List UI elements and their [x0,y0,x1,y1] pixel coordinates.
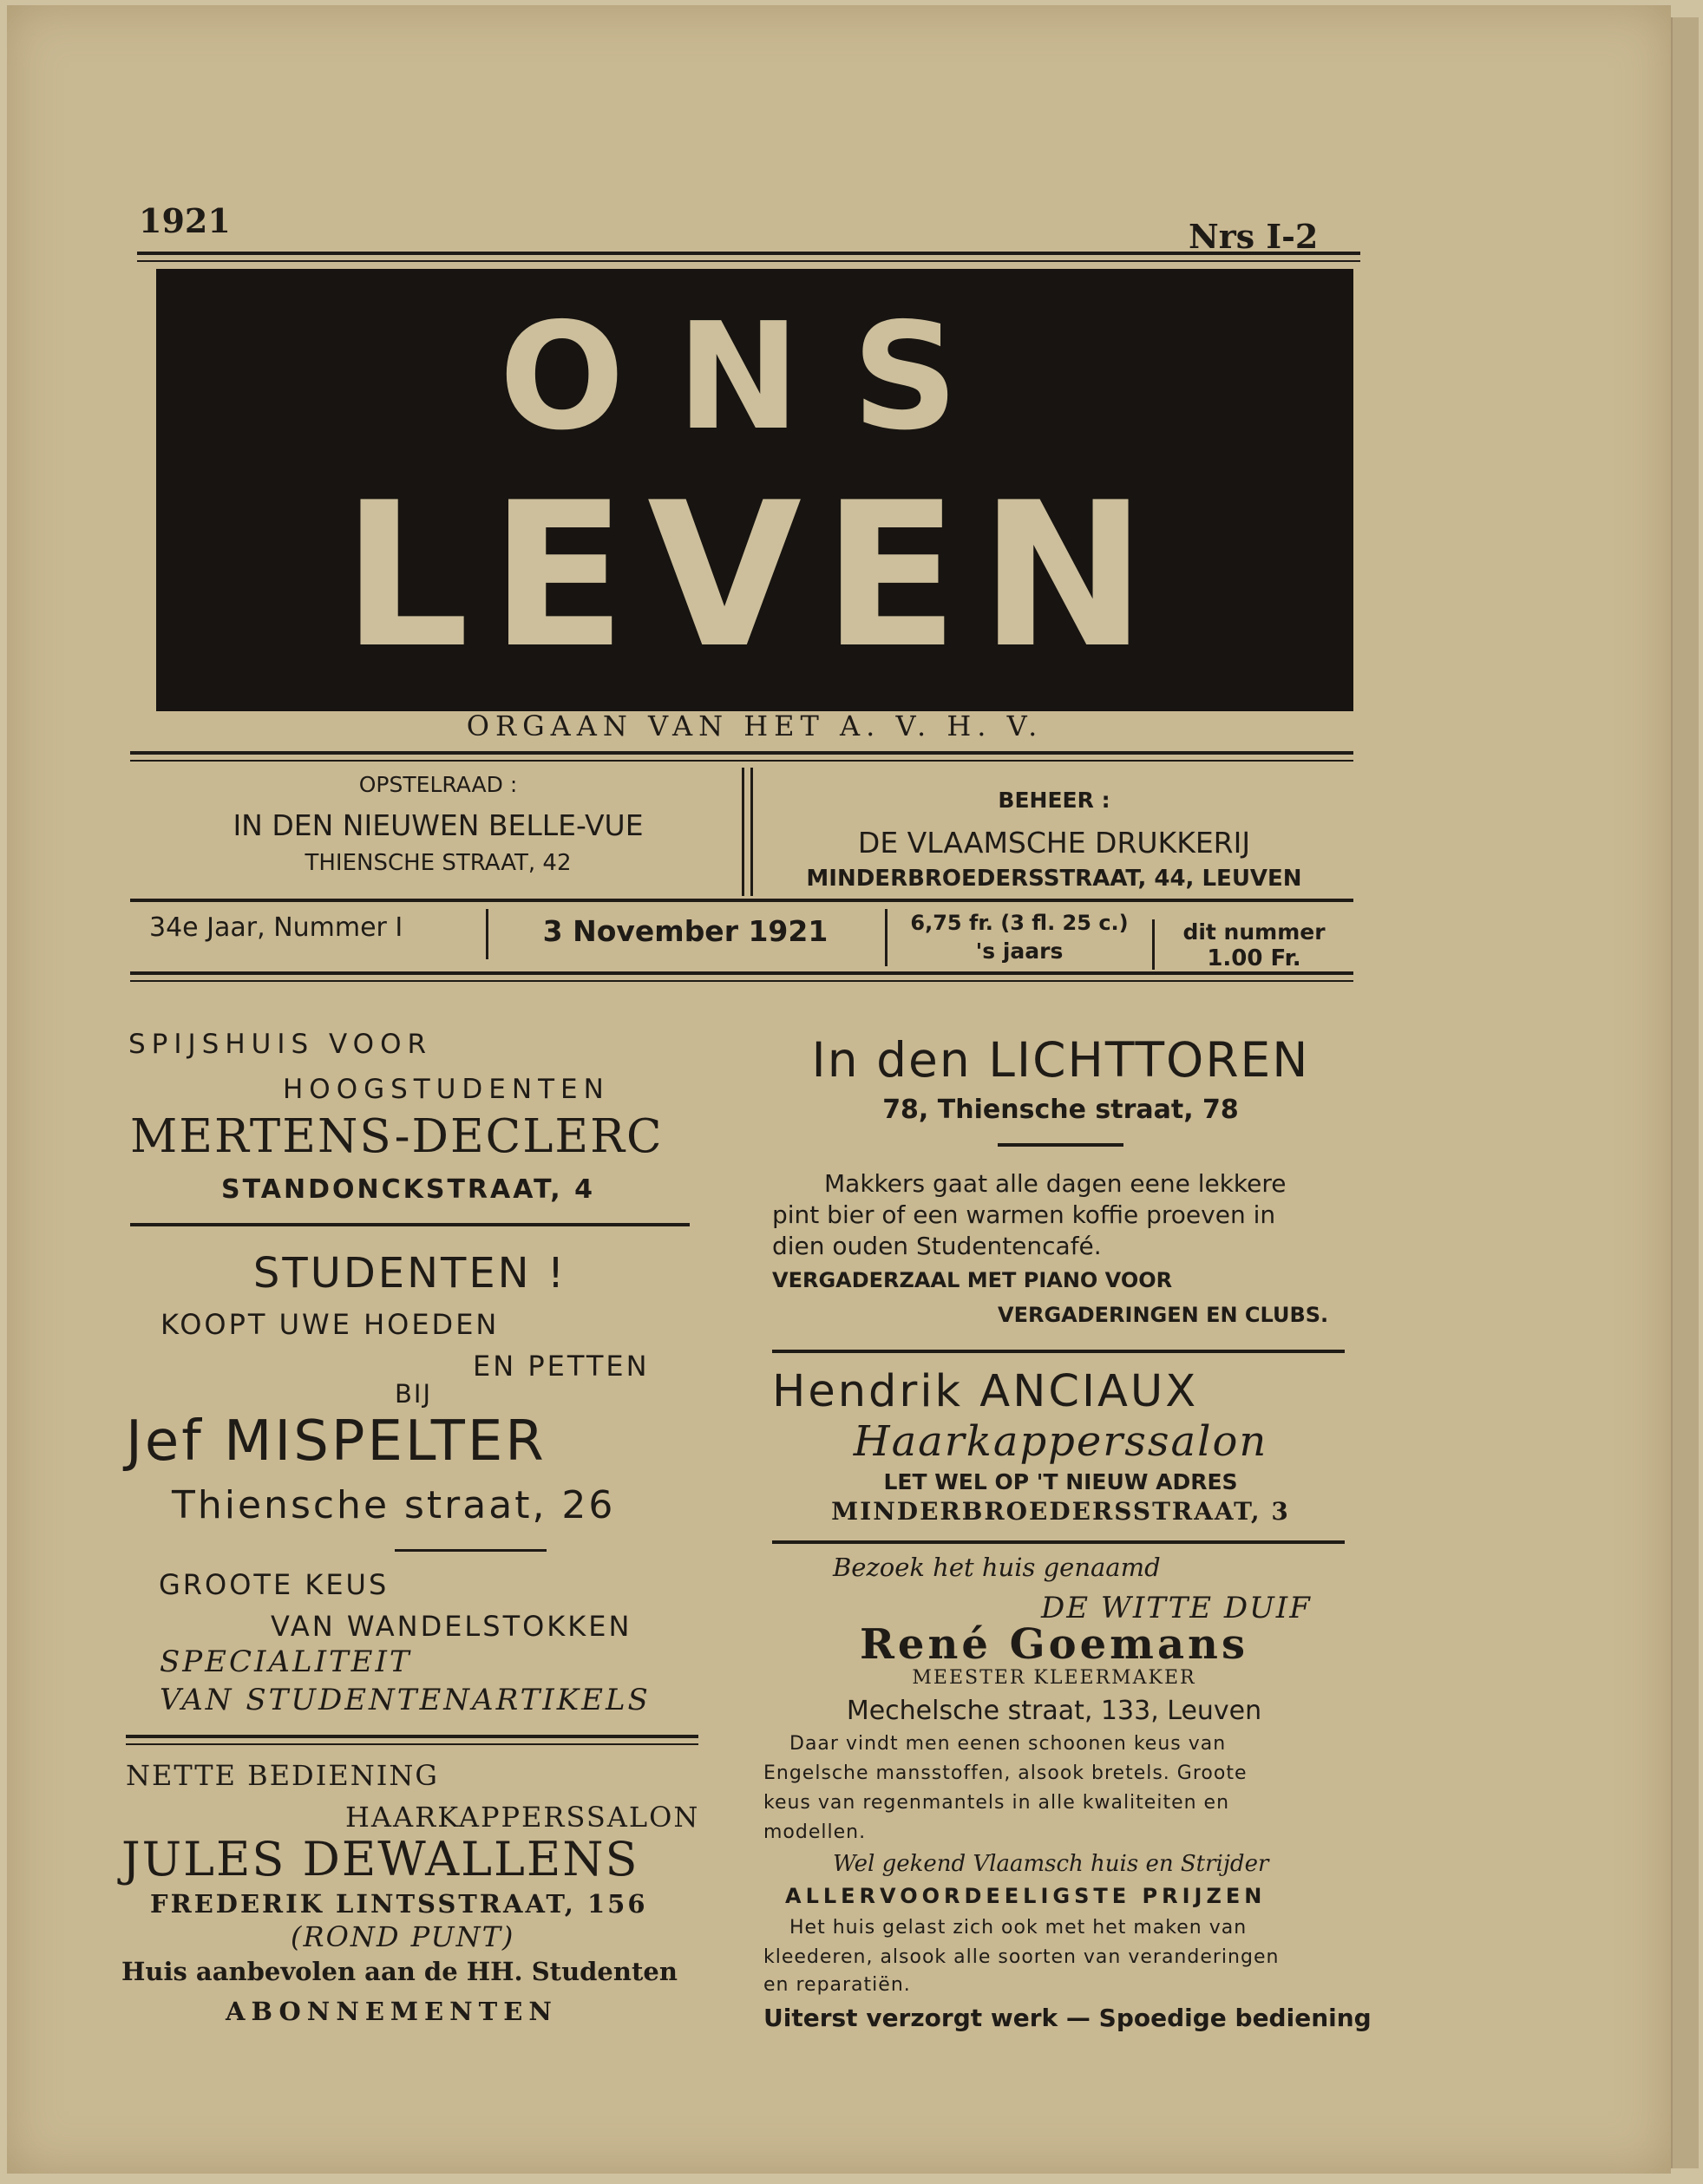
goemans-prices: ALLERVOORDEELIGSTE PRIJZEN [785,1884,1267,1908]
goemans-text6: kleederen, alsook alle soorten van veranderingen [763,1946,1280,1968]
dewallens-note: (ROND PUNT) [291,1920,515,1953]
mispelter-line6: SPECIALITEIT [160,1645,412,1679]
mispelter-line7: VAN STUDENTENARTIKELS [160,1683,651,1717]
studenten-line2: EN PETTEN [473,1350,650,1383]
beheer-address: MINDERBROEDERSSTRAAT, 44, LEUVEN [806,866,1302,892]
studenten-headline: STUDENTEN ! [252,1249,567,1298]
goemans-text4: modellen. [763,1821,867,1843]
dewallens-recommend: Huis aanbevolen aan de HH. Studenten [121,1957,678,1986]
mertens-address: STANDONCKSTRAAT, 4 [221,1174,596,1205]
lichttoren-short-rule [998,1143,1123,1147]
opstelraad-address: THIENSCHE STRAAT, 42 [305,850,572,876]
left-rule-1 [130,1223,690,1226]
issue-bar-bottom-rule [130,971,1353,975]
issue-date: 3 November 1921 [542,914,829,948]
masthead-line2: LEVEN [342,461,1168,692]
abonnementen-label: ABONNEMENTEN [226,1997,558,2026]
price-year-1: 6,75 fr. (3 fl. 25 c.) [910,911,1129,935]
beheer-label: BEHEER : [998,788,1110,813]
dewallens-address: FREDERIK LINTSSTRAAT, 156 [150,1889,648,1919]
mertens-line2: HOOGSTUDENTEN [283,1074,610,1105]
info-divider [742,768,744,896]
issue-bar-bottom-rule-thin [130,980,1353,982]
opstelraad-name: IN DEN NIEUWEN BELLE-VUE [233,808,644,842]
price-issue-2: 1.00 Fr. [1207,945,1301,971]
header-rule-thin [137,260,1360,262]
info-top-rule-thin [130,760,1353,762]
lichttoren-address: 78, Thiensche straat, 78 [882,1095,1239,1125]
studenten-line3: BIJ [395,1379,433,1409]
goemans-footer: Uiterst verzorgt werk — Spoedige bediening [763,2004,1372,2032]
goemans-intro: Bezoek het huis genaamd [833,1553,1161,1582]
issue-bar-divider-2 [885,909,888,966]
mispelter-line5: VAN WANDELSTOKKEN [271,1610,632,1643]
issue-bar-divider-3 [1152,919,1155,970]
issue-bar-top-rule [130,899,1353,902]
left-short-rule [395,1549,547,1552]
goemans-slogan: Wel gekend Vlaamsch huis en Strijder [833,1851,1269,1877]
dewallens-name: JULES DEWALLENS [121,1832,639,1886]
anciaux-name: Hendrik ANCIAUX [772,1366,1199,1417]
goemans-text5: Het huis gelast zich ook met het maken van [789,1917,1248,1939]
column-gap [733,1019,734,2051]
masthead-block [156,269,1353,711]
goemans-text3: keus van regenmantels in alle kwaliteiten en [763,1792,1230,1814]
left-rule-2-thin [126,1743,698,1745]
lichttoren-name: In den LICHTTOREN [811,1032,1310,1088]
goemans-text1: Daar vindt men eenen schoonen keus van [789,1733,1227,1755]
beheer-name: DE VLAAMSCHE DRUKKERIJ [857,826,1251,860]
price-issue-1: dit nummer [1182,919,1326,945]
mispelter-name: Jef MISPELTER [126,1409,547,1474]
subtitle: ORGAAN VAN HET A. V. H. V. [466,709,1044,742]
info-divider-2 [750,768,753,896]
masthead-line1: ONS [499,291,1011,463]
goemans-name: René Goemans [860,1620,1248,1669]
lichttoren-text1: Makkers gaat alle dagen eene lekkere [824,1169,1287,1198]
anciaux-line1: LET WEL OP 'T NIEUW ADRES [883,1469,1238,1494]
mertens-name: MERTENS-DECLERC [130,1110,664,1163]
lichttoren-line1: VERGADERZAAL MET PIANO VOOR [772,1268,1173,1292]
left-rule-2 [126,1735,698,1738]
goemans-shop: DE WITTE DUIF [1041,1591,1312,1625]
goemans-trade: MEESTER KLEERMAKER [912,1667,1196,1689]
mispelter-address: Thiensche straat, 26 [172,1483,616,1527]
year-label: 1921 [139,201,231,240]
goemans-address: Mechelsche straat, 133, Leuven [846,1696,1262,1726]
dewallens-line1: NETTE BEDIENING [126,1759,439,1792]
lichttoren-text2: pint bier of een warmen koffie proeven in [772,1200,1276,1229]
lichttoren-text3: dien ouden Studentencafé. [772,1232,1102,1260]
mertens-line1: SPIJSHUIS VOOR [128,1029,433,1060]
right-rule-1 [772,1350,1345,1353]
anciaux-address: MINDERBROEDERSSTRAAT, 3 [831,1497,1290,1526]
page-edge [1671,17,1699,2168]
mispelter-line4: GROOTE KEUS [159,1568,390,1601]
studenten-line1: KOOPT UWE HOEDEN [160,1308,500,1341]
right-rule-2 [772,1540,1345,1544]
dewallens-line2: HAARKAPPERSSALON [345,1801,700,1834]
anciaux-trade: Haarkapperssalon [853,1417,1268,1466]
header-rule [137,252,1360,255]
goemans-text2: Engelsche mansstoffen, alsook bretels. Groote [763,1762,1248,1784]
goemans-text7: en reparatiën. [763,1974,911,1996]
price-year-2: 's jaars [975,938,1064,964]
opstelraad-label: OPSTELRAAD : [358,772,518,797]
issue-bar-divider-1 [486,909,488,959]
info-top-rule [130,751,1353,755]
volume-number: 34e Jaar, Nummer I [149,912,403,943]
issue-numbers: Nrs I-2 [1189,217,1319,256]
lichttoren-line2: VERGADERINGEN EN CLUBS. [998,1303,1329,1327]
